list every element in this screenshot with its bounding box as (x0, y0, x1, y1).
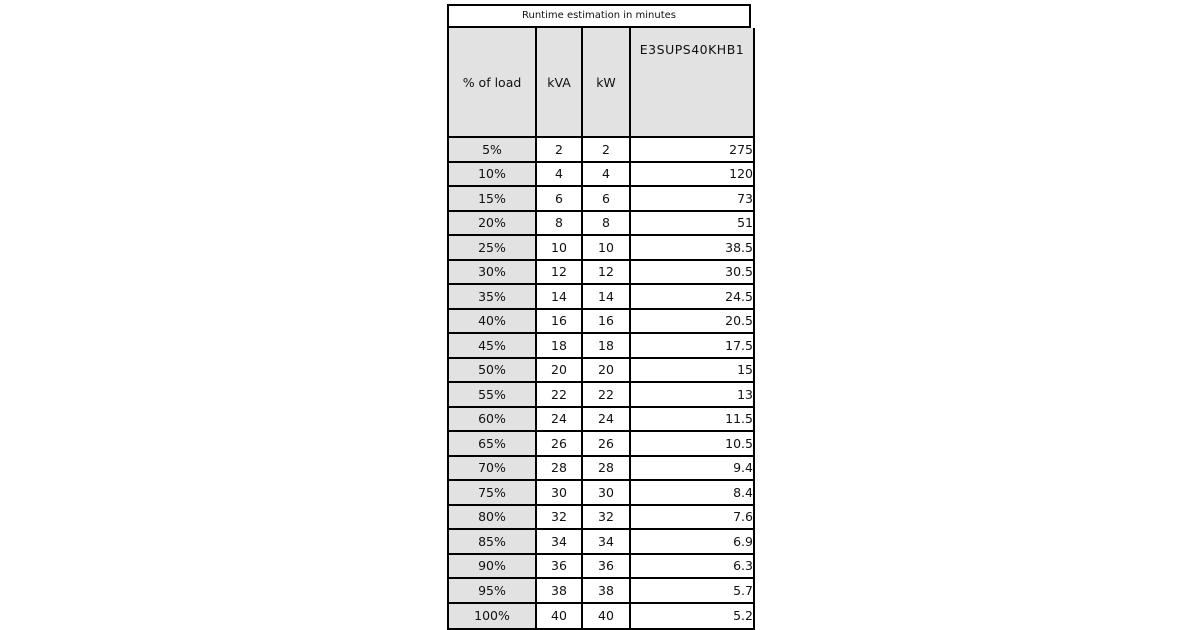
runtime-cell: 13 (631, 383, 753, 408)
table-row (449, 555, 753, 580)
kva-cell: 10 (537, 236, 583, 261)
kva-cell: 36 (537, 555, 583, 580)
kw-cell: 40 (583, 604, 631, 629)
kva-cell: 28 (537, 457, 583, 482)
table-row (449, 359, 753, 384)
kva-cell: 4 (537, 163, 583, 188)
runtime-cell: 73 (631, 187, 753, 212)
header-kva: kVA (537, 28, 583, 138)
kva-cell: 16 (537, 310, 583, 335)
kva-cell: 2 (537, 138, 583, 163)
runtime-cell: 15 (631, 359, 753, 384)
runtime-cell: 7.6 (631, 506, 753, 531)
table-row (449, 285, 753, 310)
table-row (449, 604, 753, 629)
kw-cell: 6 (583, 187, 631, 212)
table-row (449, 187, 753, 212)
runtime-cell: 51 (631, 212, 753, 237)
runtime-cell: 10.5 (631, 432, 753, 457)
table-row (449, 432, 753, 457)
runtime-cell: 11.5 (631, 408, 753, 433)
kw-cell: 8 (583, 212, 631, 237)
runtime-cell: 120 (631, 163, 753, 188)
kva-cell: 32 (537, 506, 583, 531)
kva-cell: 24 (537, 408, 583, 433)
table-row (449, 481, 753, 506)
kva-cell: 14 (537, 285, 583, 310)
kw-cell: 36 (583, 555, 631, 580)
runtime-cell: 6.9 (631, 530, 753, 555)
kw-cell: 4 (583, 163, 631, 188)
table-row (449, 212, 753, 237)
table-row (449, 506, 753, 531)
load-cell: 95% (449, 579, 537, 604)
runtime-cell: 38.5 (631, 236, 753, 261)
kva-cell: 40 (537, 604, 583, 629)
header-load: % of load (449, 28, 537, 138)
kva-cell: 8 (537, 212, 583, 237)
kw-cell: 24 (583, 408, 631, 433)
load-cell: 85% (449, 530, 537, 555)
runtime-cell: 9.4 (631, 457, 753, 482)
runtime-table (447, 28, 755, 630)
load-cell: 70% (449, 457, 537, 482)
kva-cell: 34 (537, 530, 583, 555)
table-row (449, 334, 753, 359)
kw-cell: 16 (583, 310, 631, 335)
runtime-cell: 24.5 (631, 285, 753, 310)
table-row (449, 579, 753, 604)
load-cell: 45% (449, 334, 537, 359)
load-cell: 90% (449, 555, 537, 580)
kva-cell: 38 (537, 579, 583, 604)
load-cell: 15% (449, 187, 537, 212)
header-kw: kW (583, 28, 631, 138)
load-cell: 65% (449, 432, 537, 457)
kw-cell: 12 (583, 261, 631, 286)
kva-cell: 6 (537, 187, 583, 212)
table-row (449, 408, 753, 433)
load-cell: 35% (449, 285, 537, 310)
load-cell: 55% (449, 383, 537, 408)
header-row (449, 28, 753, 138)
kw-cell: 38 (583, 579, 631, 604)
load-cell: 80% (449, 506, 537, 531)
table-row (449, 261, 753, 286)
kw-cell: 2 (583, 138, 631, 163)
kw-cell: 26 (583, 432, 631, 457)
kva-cell: 12 (537, 261, 583, 286)
runtime-cell: 6.3 (631, 555, 753, 580)
kw-cell: 10 (583, 236, 631, 261)
kva-cell: 18 (537, 334, 583, 359)
table-row (449, 163, 753, 188)
kw-cell: 34 (583, 530, 631, 555)
runtime-cell: 17.5 (631, 334, 753, 359)
runtime-cell: 20.5 (631, 310, 753, 335)
runtime-cell: 5.7 (631, 579, 753, 604)
runtime-document (447, 4, 751, 630)
load-cell: 50% (449, 359, 537, 384)
table-row (449, 236, 753, 261)
kw-cell: 14 (583, 285, 631, 310)
kva-cell: 30 (537, 481, 583, 506)
load-cell: 10% (449, 163, 537, 188)
load-cell: 75% (449, 481, 537, 506)
runtime-cell: 5.2 (631, 604, 753, 629)
load-cell: 100% (449, 604, 537, 629)
header-model: E3SUPS40KHB1 (631, 28, 753, 138)
table-row (449, 530, 753, 555)
table-row (449, 310, 753, 335)
kw-cell: 30 (583, 481, 631, 506)
runtime-cell: 8.4 (631, 481, 753, 506)
table-row (449, 383, 753, 408)
load-cell: 5% (449, 138, 537, 163)
load-cell: 60% (449, 408, 537, 433)
runtime-cell: 30.5 (631, 261, 753, 286)
kw-cell: 22 (583, 383, 631, 408)
kw-cell: 32 (583, 506, 631, 531)
kw-cell: 20 (583, 359, 631, 384)
load-cell: 20% (449, 212, 537, 237)
kva-cell: 26 (537, 432, 583, 457)
table-row (449, 138, 753, 163)
load-cell: 25% (449, 236, 537, 261)
table-row (449, 457, 753, 482)
runtime-cell: 275 (631, 138, 753, 163)
load-cell: 30% (449, 261, 537, 286)
table-title: Runtime estimation in minutes (447, 4, 751, 28)
kw-cell: 18 (583, 334, 631, 359)
load-cell: 40% (449, 310, 537, 335)
kva-cell: 22 (537, 383, 583, 408)
kva-cell: 20 (537, 359, 583, 384)
kw-cell: 28 (583, 457, 631, 482)
